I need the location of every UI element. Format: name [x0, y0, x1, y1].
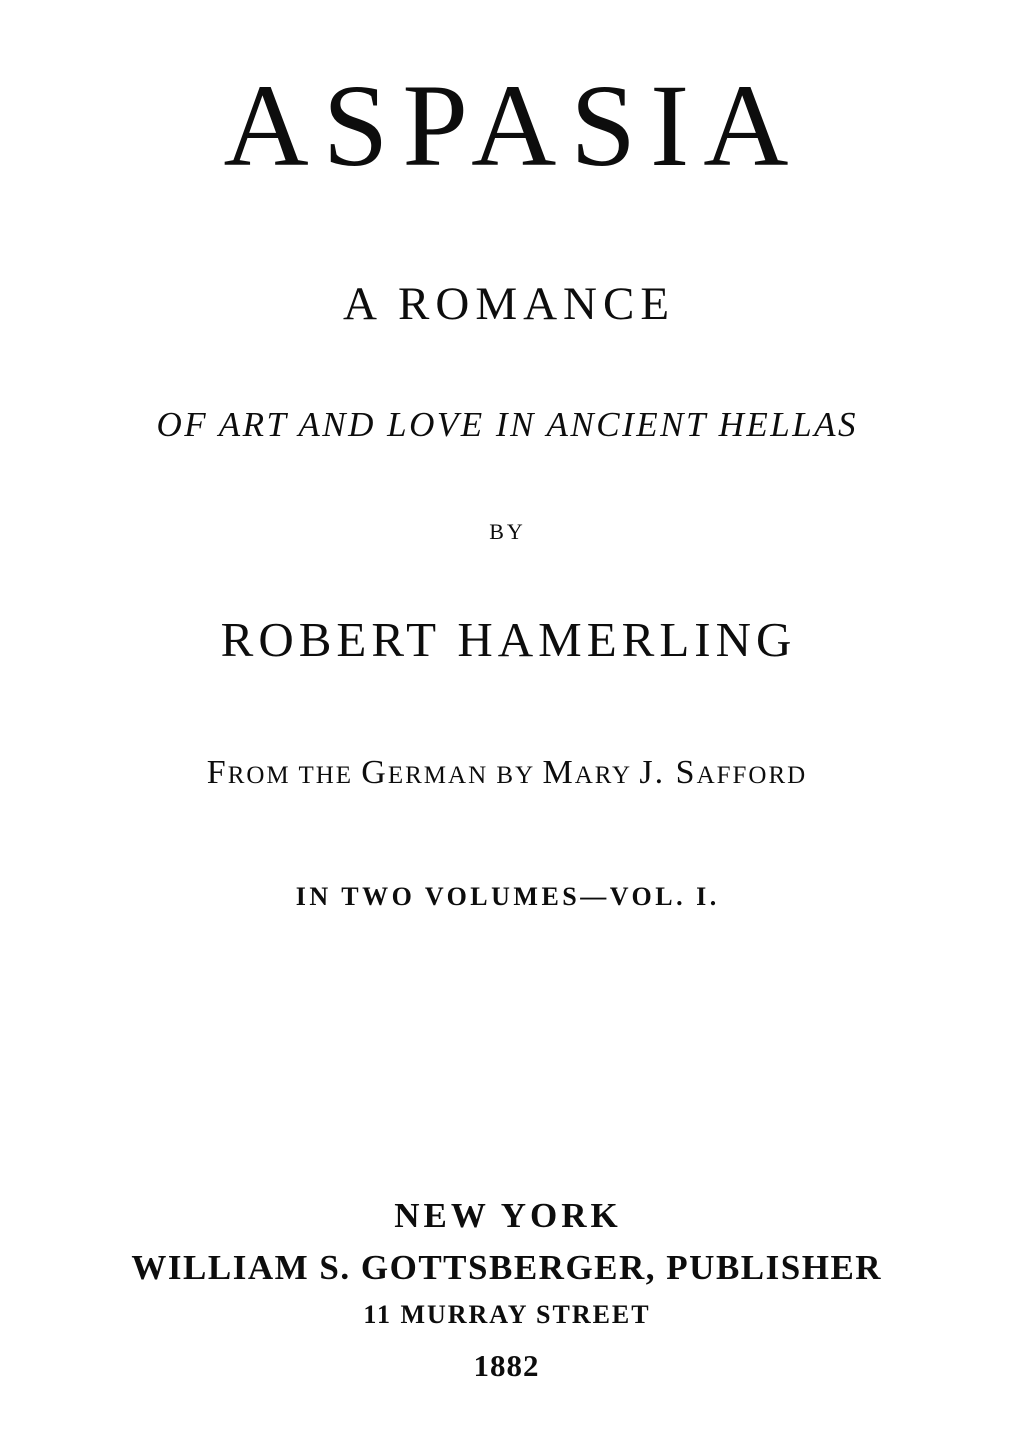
translator-credit: [0, 668, 1012, 792]
translator-part-f: J. S: [639, 754, 697, 792]
book-subtitle-secondary: OF ART AND LOVE IN ANCIENT HELLAS: [156, 405, 859, 445]
imprint-address: 11 MURRAY STREET: [363, 1300, 651, 1329]
by-label: BY: [489, 519, 526, 545]
translator-part-d: M: [542, 754, 575, 792]
imprint-block: [0, 1196, 1012, 1384]
translator-part-b: G: [361, 754, 388, 792]
book-subtitle-primary: A ROMANCE: [342, 278, 676, 331]
translator-part-g: AFFORD: [696, 762, 808, 790]
imprint-publisher: WILLIAM S. GOTTSBERGER, PUBLISHER: [131, 1248, 883, 1287]
author-name: ROBERT HAMERLING: [220, 612, 797, 668]
translator-part-e: ARY: [574, 762, 640, 790]
book-title: ASPASIA: [223, 60, 803, 191]
imprint-year: 1882: [473, 1348, 540, 1383]
volume-statement: IN TWO VOLUMES—VOL. I.: [295, 882, 720, 912]
imprint-city: NEW YORK: [394, 1196, 622, 1235]
translator-part-c: ERMAN BY: [387, 762, 543, 790]
translator-part-a: ROM THE: [227, 762, 362, 790]
translator-prefix-cap: F: [206, 754, 228, 792]
